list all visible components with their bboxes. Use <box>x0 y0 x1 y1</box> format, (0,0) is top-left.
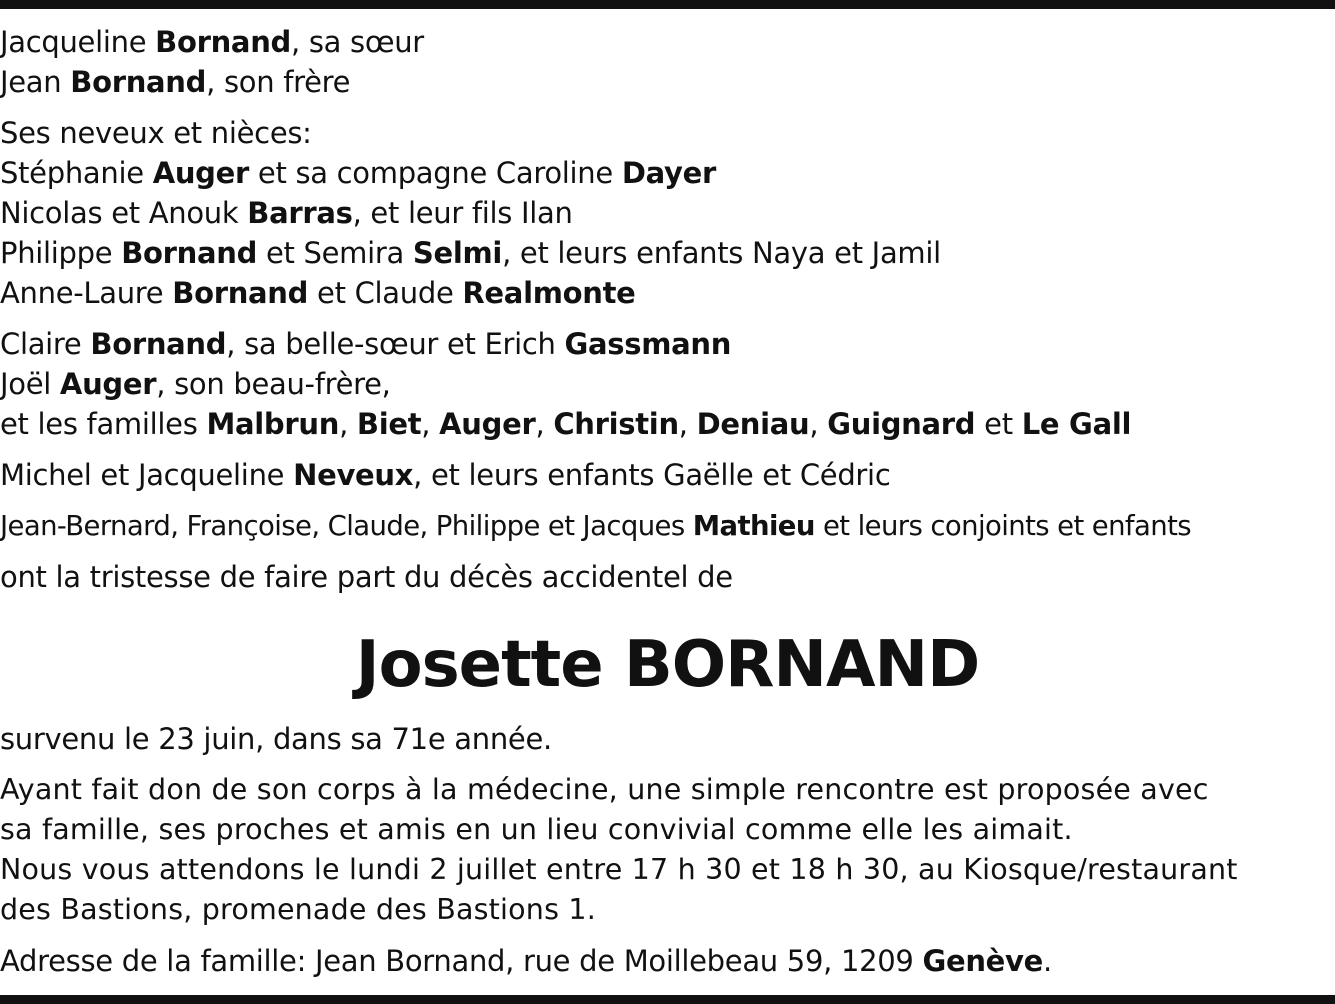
family-line: Jean-Bernard, Françoise, Claude, Philippe et Jacques Mathieu et leurs conjoints et enfants <box>0 510 1191 542</box>
announcement-text: ont la tristesse de faire part du décès accidentel de <box>0 560 733 594</box>
top-border-rule <box>0 0 1335 9</box>
death-info: survenu le 23 juin, dans sa 71e année. <box>0 722 552 756</box>
ceremony-paragraph <box>0 770 1335 930</box>
ceremony-line: Nous vous attendons le lundi 2 juillet entre 17 h 30 et 18 h 30, au Kiosque/restaurant <box>0 853 1238 886</box>
nephews-heading: Ses neveux et nièces: <box>0 116 312 150</box>
family-line: Philippe Bornand et Semira Selmi, et leurs enfants Naya et Jamil <box>0 236 941 270</box>
family-address: Adresse de la famille: Jean Bornand, rue de Moillebeau 59, 1209 Genève. <box>0 944 1052 978</box>
family-line: Anne-Laure Bornand et Claude Realmonte <box>0 276 636 310</box>
family-line: Claire Bornand, sa belle-sœur et Erich Gassmann <box>0 327 732 361</box>
bottom-border-rule <box>0 995 1335 1004</box>
deceased-name: Josette BORNAND <box>355 628 980 702</box>
family-line: Jean Bornand, son frère <box>0 65 351 99</box>
ceremony-line: des Bastions, promenade des Bastions 1. <box>0 893 596 926</box>
families-list: et les familles Malbrun, Biet, Auger, Christin, Deniau, Guignard et Le Gall <box>0 407 1132 441</box>
family-line: Stéphanie Auger et sa compagne Caroline Dayer <box>0 156 716 190</box>
family-line: Joël Auger, son beau-frère, <box>0 367 391 401</box>
death-notice <box>0 22 1335 981</box>
ceremony-line: Ayant fait don de son corps à la médecine, une simple rencontre est proposée avec <box>0 773 1209 806</box>
family-line: Michel et Jacqueline Neveux, et leurs enfants Gaëlle et Cédric <box>0 458 891 492</box>
ceremony-line: sa famille, ses proches et amis en un lieu convivial comme elle les aimait. <box>0 813 1073 846</box>
family-line: Jacqueline Bornand, sa sœur <box>0 25 424 59</box>
family-line: Nicolas et Anouk Barras, et leur fils Ilan <box>0 196 573 230</box>
